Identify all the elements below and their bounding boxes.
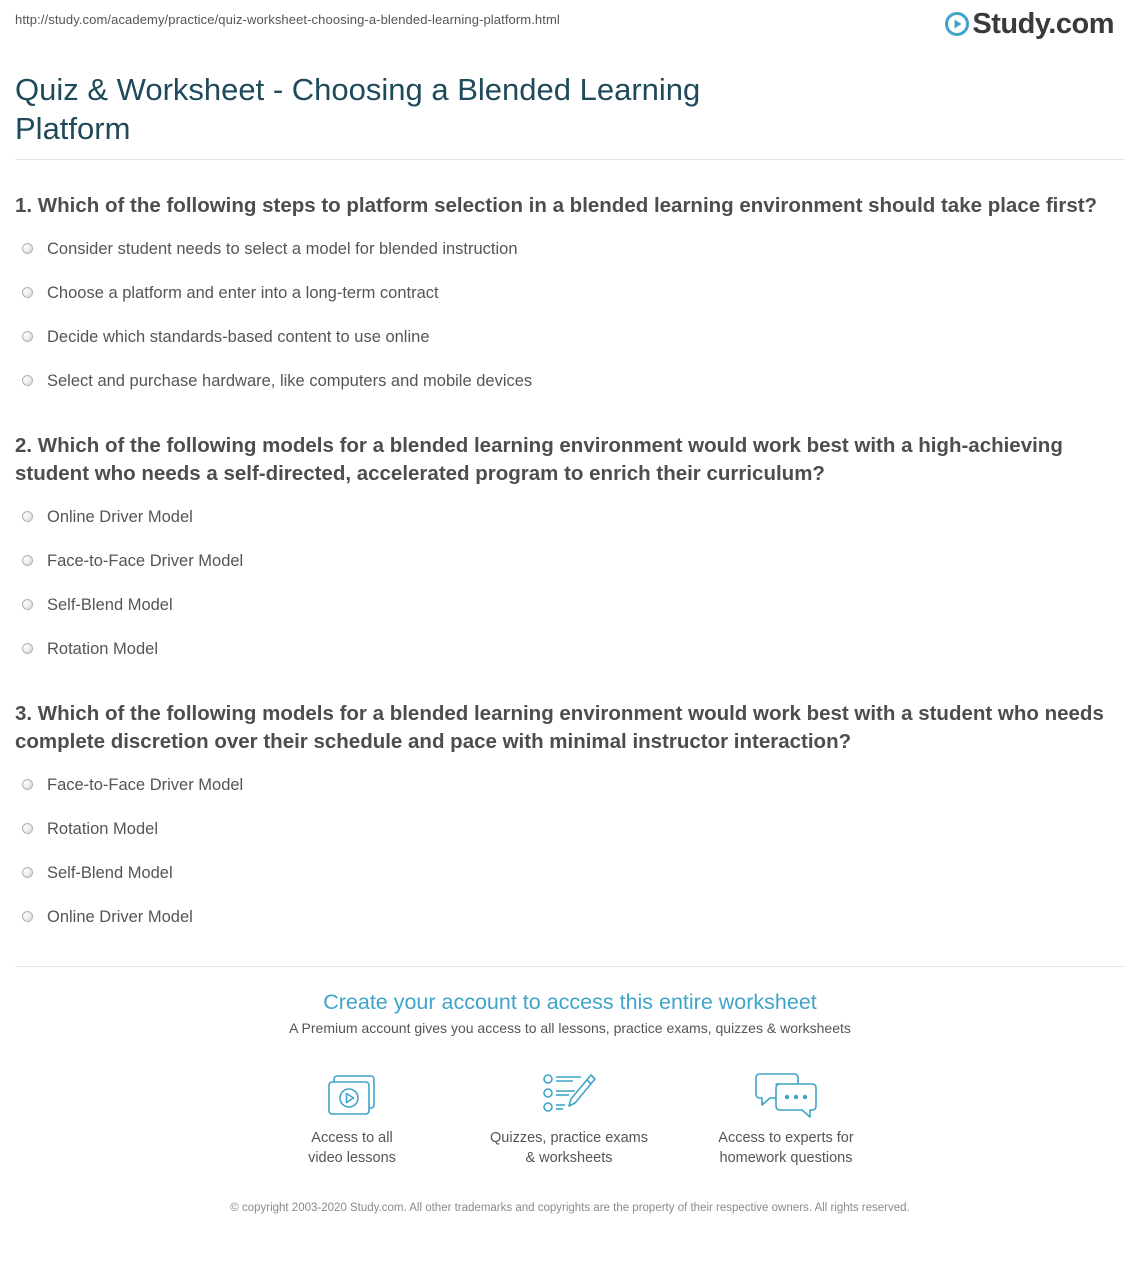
create-account-link[interactable]: Create your account to access this entire worksheet — [323, 990, 817, 1014]
option-label: Choose a platform and enter into a long-term contract — [47, 283, 439, 302]
radio-button[interactable] — [22, 555, 33, 566]
feature-video-lessons — [242, 1072, 462, 1168]
radio-button[interactable] — [22, 287, 33, 298]
radio-button[interactable] — [22, 911, 33, 922]
question-3-option-1[interactable] — [22, 774, 243, 796]
header-divider — [15, 159, 1125, 160]
feature-experts — [676, 1072, 896, 1168]
option-label: Face-to-Face Driver Model — [47, 775, 244, 794]
premium-description: A Premium account gives you access to all lessons, practice exams, quizzes & worksheets — [289, 1020, 851, 1036]
question-1: 1. Which of the following steps to platform selection in a blended learning environment should take place first? — [15, 194, 1098, 217]
question-2-option-4[interactable] — [22, 638, 158, 660]
question-1-option-4[interactable] — [22, 370, 532, 392]
study-logo[interactable] — [945, 8, 1114, 40]
quiz-checklist-icon — [541, 1072, 597, 1118]
chat-bubbles-icon — [754, 1072, 818, 1118]
question-2: 2. Which of the following models for a blended learning environment would work best with a high-achieving student who needs a self-directed, accelerated program to enrich their curriculum? — [15, 434, 1063, 485]
page-title: Quiz & Worksheet - Choosing a Blended Learning Platform — [15, 72, 701, 146]
question-2-option-1[interactable] — [22, 506, 193, 528]
feature-label-line1: Quizzes, practice exams — [490, 1130, 648, 1146]
feature-label-line1: Access to all — [311, 1130, 393, 1146]
option-label: Rotation Model — [47, 639, 158, 658]
play-logo-icon — [945, 12, 969, 36]
copyright-notice: © copyright 2003-2020 Study.com. All other trademarks and copyrights are the property of their respective owners. All rights reserved. — [230, 1202, 910, 1214]
option-label: Self-Blend Model — [47, 863, 173, 882]
question-1-option-3[interactable] — [22, 326, 430, 348]
question-2-option-2[interactable] — [22, 550, 243, 572]
option-label: Rotation Model — [47, 819, 158, 838]
radio-button[interactable] — [22, 331, 33, 342]
question-3: 3. Which of the following models for a blended learning environment would work best with a student who needs complete discretion over their schedule and pace with minimal instructor interaction? — [15, 702, 1104, 753]
question-3-option-3[interactable] — [22, 862, 173, 884]
option-label: Face-to-Face Driver Model — [47, 551, 244, 570]
question-2-option-3[interactable] — [22, 594, 173, 616]
radio-button[interactable] — [22, 511, 33, 522]
radio-button[interactable] — [22, 243, 33, 254]
feature-label-line2: & worksheets — [525, 1150, 613, 1166]
logo-text: Study.com — [972, 8, 1114, 40]
feature-label-line2: homework questions — [719, 1150, 853, 1166]
video-lessons-icon — [326, 1072, 378, 1118]
radio-button[interactable] — [22, 867, 33, 878]
radio-button[interactable] — [22, 643, 33, 654]
option-label: Consider student needs to select a model for blended instruction — [47, 239, 518, 258]
radio-button[interactable] — [22, 599, 33, 610]
question-3-option-4[interactable] — [22, 906, 193, 928]
feature-quizzes — [459, 1072, 679, 1168]
radio-button[interactable] — [22, 779, 33, 790]
option-label: Online Driver Model — [47, 507, 193, 526]
radio-button[interactable] — [22, 823, 33, 834]
footer-divider — [15, 966, 1125, 967]
question-1-option-1[interactable] — [22, 238, 518, 260]
radio-button[interactable] — [22, 375, 33, 386]
option-label: Decide which standards-based content to use online — [47, 327, 430, 346]
question-1-option-2[interactable] — [22, 282, 439, 304]
option-label: Online Driver Model — [47, 907, 193, 926]
feature-label-line1: Access to experts for — [718, 1130, 854, 1146]
question-3-option-2[interactable] — [22, 818, 158, 840]
option-label: Select and purchase hardware, like computers and mobile devices — [47, 371, 533, 390]
option-label: Self-Blend Model — [47, 595, 173, 614]
page-url: http://study.com/academy/practice/quiz-worksheet-choosing-a-blended-learning-platform.html — [15, 12, 560, 27]
feature-label-line2: video lessons — [308, 1150, 396, 1166]
